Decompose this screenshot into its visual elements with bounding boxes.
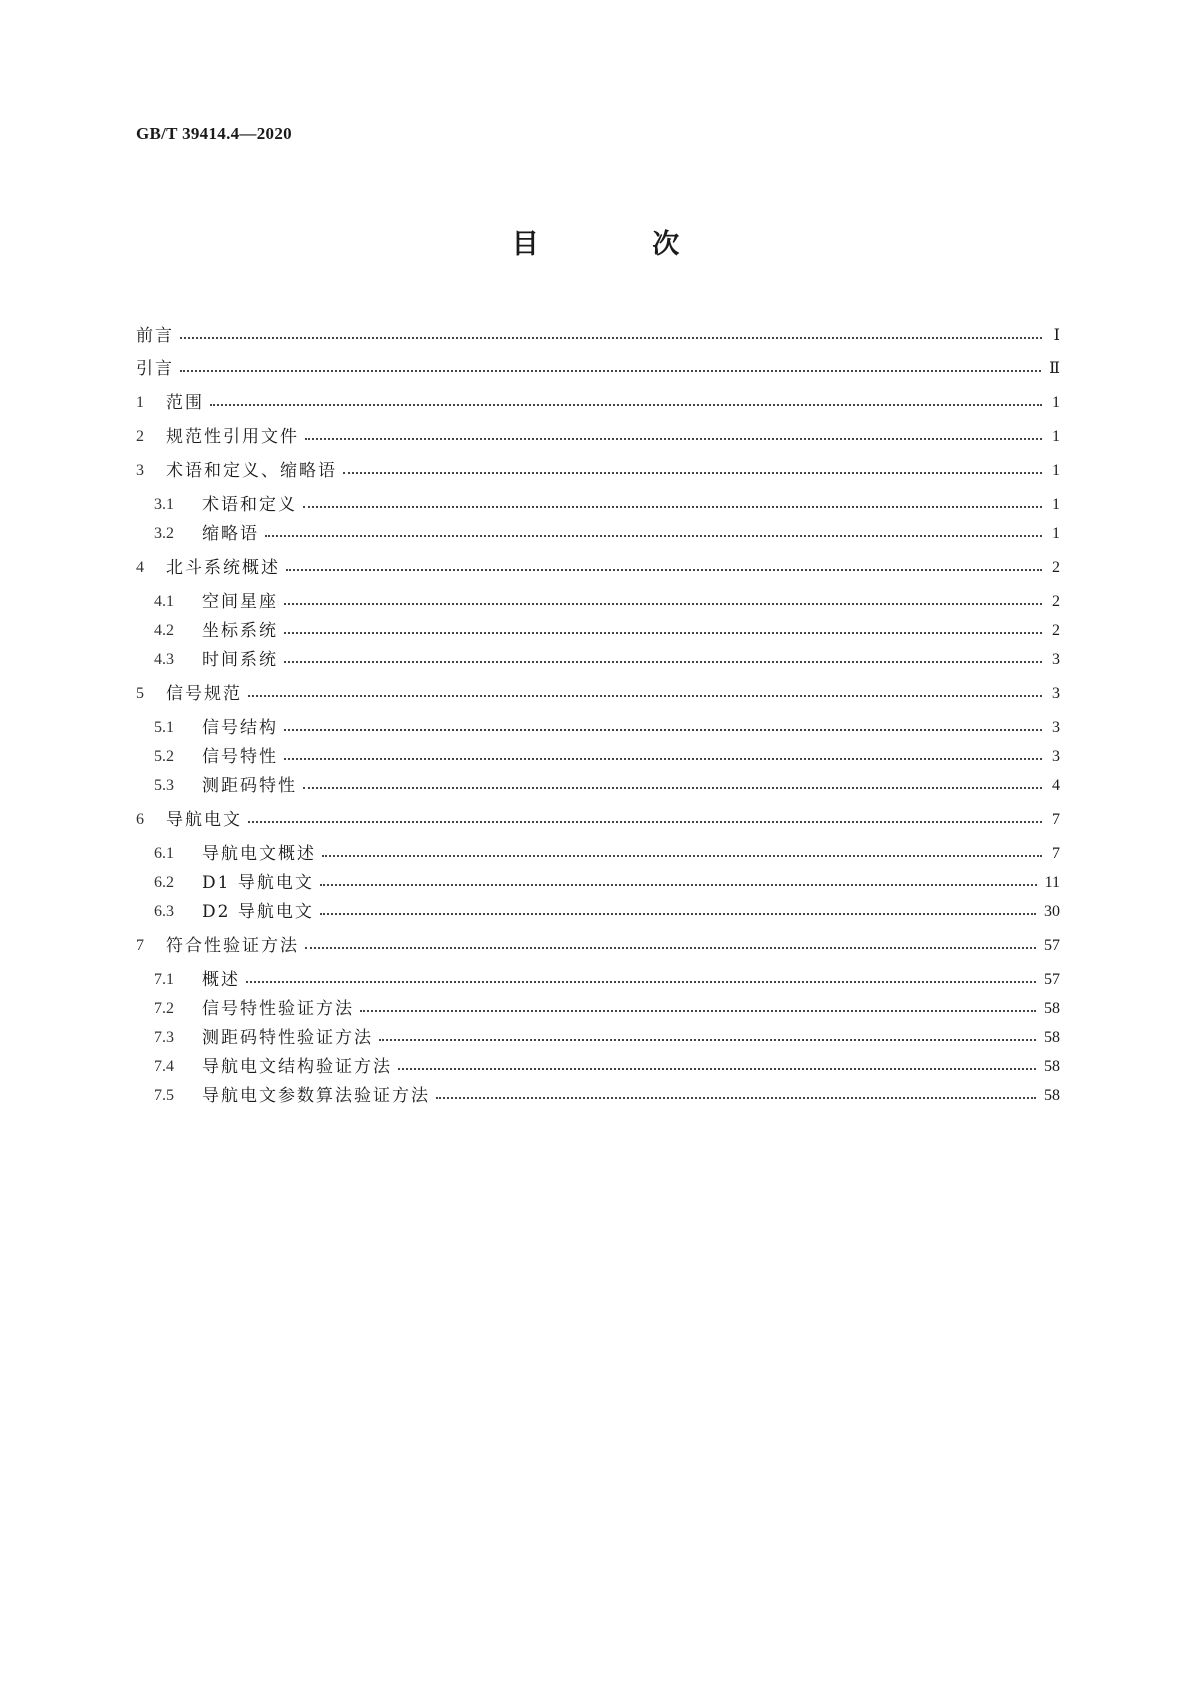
toc-leader-dots (286, 554, 1044, 582)
toc-entry[interactable] (136, 457, 1060, 485)
toc-entry-label: 信号结构 (202, 718, 278, 738)
toc-entry-page: 58 (1044, 1058, 1060, 1075)
toc-leader-dots (379, 1024, 1038, 1052)
toc-entry-number: 6.2 (154, 874, 174, 891)
toc-entry-label: 导航电文 (166, 810, 242, 830)
toc-entry[interactable] (154, 1053, 1060, 1081)
toc-entry-number: 4.2 (154, 622, 174, 639)
toc-entry[interactable] (136, 322, 1060, 350)
toc-entry-page: 4 (1052, 777, 1060, 794)
toc-entry[interactable] (154, 588, 1060, 616)
toc-entry-number: 4.3 (154, 651, 174, 668)
toc-entry-label: 信号特性 (202, 747, 278, 767)
toc-entry[interactable] (154, 646, 1060, 674)
toc-entry-page: Ⅱ (1049, 360, 1060, 377)
toc-leader-dots (305, 932, 1038, 960)
toc-entry[interactable] (154, 743, 1060, 771)
toc-entry-page: 2 (1052, 593, 1060, 610)
toc-entry-number: 7.3 (154, 1029, 174, 1046)
toc-entry-label: 坐标系统 (202, 621, 278, 641)
toc-leader-dots (248, 680, 1044, 708)
toc-entry-label: 时间系统 (202, 650, 278, 670)
toc-entry-label: 测距码特性验证方法 (202, 1028, 373, 1048)
toc-entry-number: 6.3 (154, 903, 174, 920)
toc-entry-number: 5.3 (154, 777, 174, 794)
toc-entry-number: 5 (136, 685, 144, 702)
toc-entry-page: 58 (1044, 1000, 1060, 1017)
toc-leader-dots (320, 898, 1038, 926)
toc-entry-label: 前言 (136, 326, 174, 346)
toc-entry-page: 2 (1052, 559, 1060, 576)
toc-entry-label: 范围 (166, 393, 204, 413)
toc-leader-dots (284, 714, 1044, 742)
toc-entry-number: 7.5 (154, 1087, 174, 1104)
toc-entry-number: 3.1 (154, 496, 174, 513)
toc-entry-number: 5.1 (154, 719, 174, 736)
toc-entry[interactable] (136, 806, 1060, 834)
toc-entry[interactable] (154, 869, 1060, 897)
toc-entry-page: 57 (1044, 971, 1060, 988)
toc-entry-page: 3 (1052, 748, 1060, 765)
toc-entry-label: 信号规范 (166, 684, 242, 704)
toc-entry-label: 空间星座 (202, 592, 278, 612)
toc-entry[interactable] (154, 995, 1060, 1023)
toc-entry[interactable] (154, 772, 1060, 800)
toc-entry-page: 11 (1044, 874, 1060, 891)
toc-entry-number: 2 (136, 428, 144, 445)
toc-entry[interactable] (136, 932, 1060, 960)
toc-entry-page: 1 (1052, 428, 1060, 445)
toc-entry-number: 5.2 (154, 748, 174, 765)
toc-entry-page: 58 (1044, 1029, 1060, 1046)
toc-entry-label: 北斗系统概述 (166, 558, 280, 578)
toc-entry[interactable] (136, 389, 1060, 417)
toc-entry-label: 规范性引用文件 (166, 427, 299, 447)
toc-entry[interactable] (136, 355, 1060, 383)
toc-entry-number: 4 (136, 559, 144, 576)
document-id: GB/T 39414.4—2020 (136, 124, 292, 143)
toc-entry[interactable] (154, 520, 1060, 548)
toc-entry-page: 3 (1052, 651, 1060, 668)
toc-entry-label: 导航电文结构验证方法 (202, 1057, 392, 1077)
toc-entry-label: 信号特性验证方法 (202, 999, 354, 1019)
toc-leader-dots (305, 423, 1044, 451)
toc-leader-dots (246, 966, 1038, 994)
toc-entry[interactable] (154, 617, 1060, 645)
toc-entry[interactable] (154, 1082, 1060, 1110)
toc-entry-page: 3 (1052, 685, 1060, 702)
toc-entry-number: 6.1 (154, 845, 174, 862)
toc-entry-page: 58 (1044, 1087, 1060, 1104)
toc-entry-label: 测距码特性 (202, 776, 297, 796)
toc-entry-page: 1 (1052, 462, 1060, 479)
toc-entry[interactable] (136, 423, 1060, 451)
toc-entry-page: 1 (1052, 496, 1060, 513)
toc-entry-number: 7.1 (154, 971, 174, 988)
toc-entry-number: 7.4 (154, 1058, 174, 1075)
toc-leader-dots (398, 1053, 1038, 1081)
toc-entry-page: 30 (1044, 903, 1060, 920)
toc-leader-dots (303, 772, 1044, 800)
toc-leader-dots (322, 840, 1044, 868)
toc-leader-dots (284, 617, 1044, 645)
toc-leader-dots (210, 389, 1044, 417)
toc-leader-dots (284, 646, 1044, 674)
toc-entry-number: 4.1 (154, 593, 174, 610)
toc-entry-label: D1 导航电文 (202, 873, 314, 893)
toc-entry-label: 引言 (136, 359, 174, 379)
toc-entry-label: 导航电文概述 (202, 844, 316, 864)
toc-leader-dots (360, 995, 1038, 1023)
toc-entry-page: Ⅰ (1053, 327, 1060, 344)
toc-entry-page: 2 (1052, 622, 1060, 639)
toc-entry-number: 7 (136, 937, 144, 954)
toc-entry[interactable] (154, 898, 1060, 926)
page-title: 目 次 (511, 229, 732, 260)
toc-leader-dots (436, 1082, 1038, 1110)
toc-entry-number: 1 (136, 394, 144, 411)
toc-leader-dots (180, 322, 1044, 350)
toc-entry-page: 1 (1052, 525, 1060, 542)
toc-entry-label: 导航电文参数算法验证方法 (202, 1086, 430, 1106)
toc-entry-page: 7 (1052, 845, 1060, 862)
toc-entry[interactable] (136, 554, 1060, 582)
toc-entry-label: 概述 (202, 970, 240, 990)
toc-leader-dots (248, 806, 1044, 834)
toc-entry-number: 3 (136, 462, 144, 479)
toc-entry-number: 3.2 (154, 525, 174, 542)
toc-entry[interactable] (154, 714, 1060, 742)
toc-entry[interactable] (154, 840, 1060, 868)
toc-entry-page: 57 (1044, 937, 1060, 954)
toc-entry[interactable] (154, 966, 1060, 994)
toc-entry-number: 6 (136, 811, 144, 828)
toc-leader-dots (265, 520, 1044, 548)
toc-leader-dots (343, 457, 1044, 485)
toc-entry-label: 术语和定义 (202, 495, 297, 515)
toc-entry-page: 1 (1052, 394, 1060, 411)
toc-entry-label: 符合性验证方法 (166, 936, 299, 956)
toc-entry-page: 3 (1052, 719, 1060, 736)
toc-entry-number: 7.2 (154, 1000, 174, 1017)
toc-leader-dots (320, 869, 1039, 897)
toc-leader-dots (303, 491, 1044, 519)
toc-entry-page: 7 (1052, 811, 1060, 828)
toc-entry-label: 术语和定义、缩略语 (166, 461, 337, 481)
toc-entry-label: 缩略语 (202, 524, 259, 544)
toc-leader-dots (284, 743, 1044, 771)
toc-entry-label: D2 导航电文 (202, 902, 314, 922)
toc-leader-dots (180, 355, 1043, 383)
toc-entry[interactable] (154, 491, 1060, 519)
toc-entry[interactable] (154, 1024, 1060, 1052)
toc-entry[interactable] (136, 680, 1060, 708)
toc-leader-dots (284, 588, 1044, 616)
